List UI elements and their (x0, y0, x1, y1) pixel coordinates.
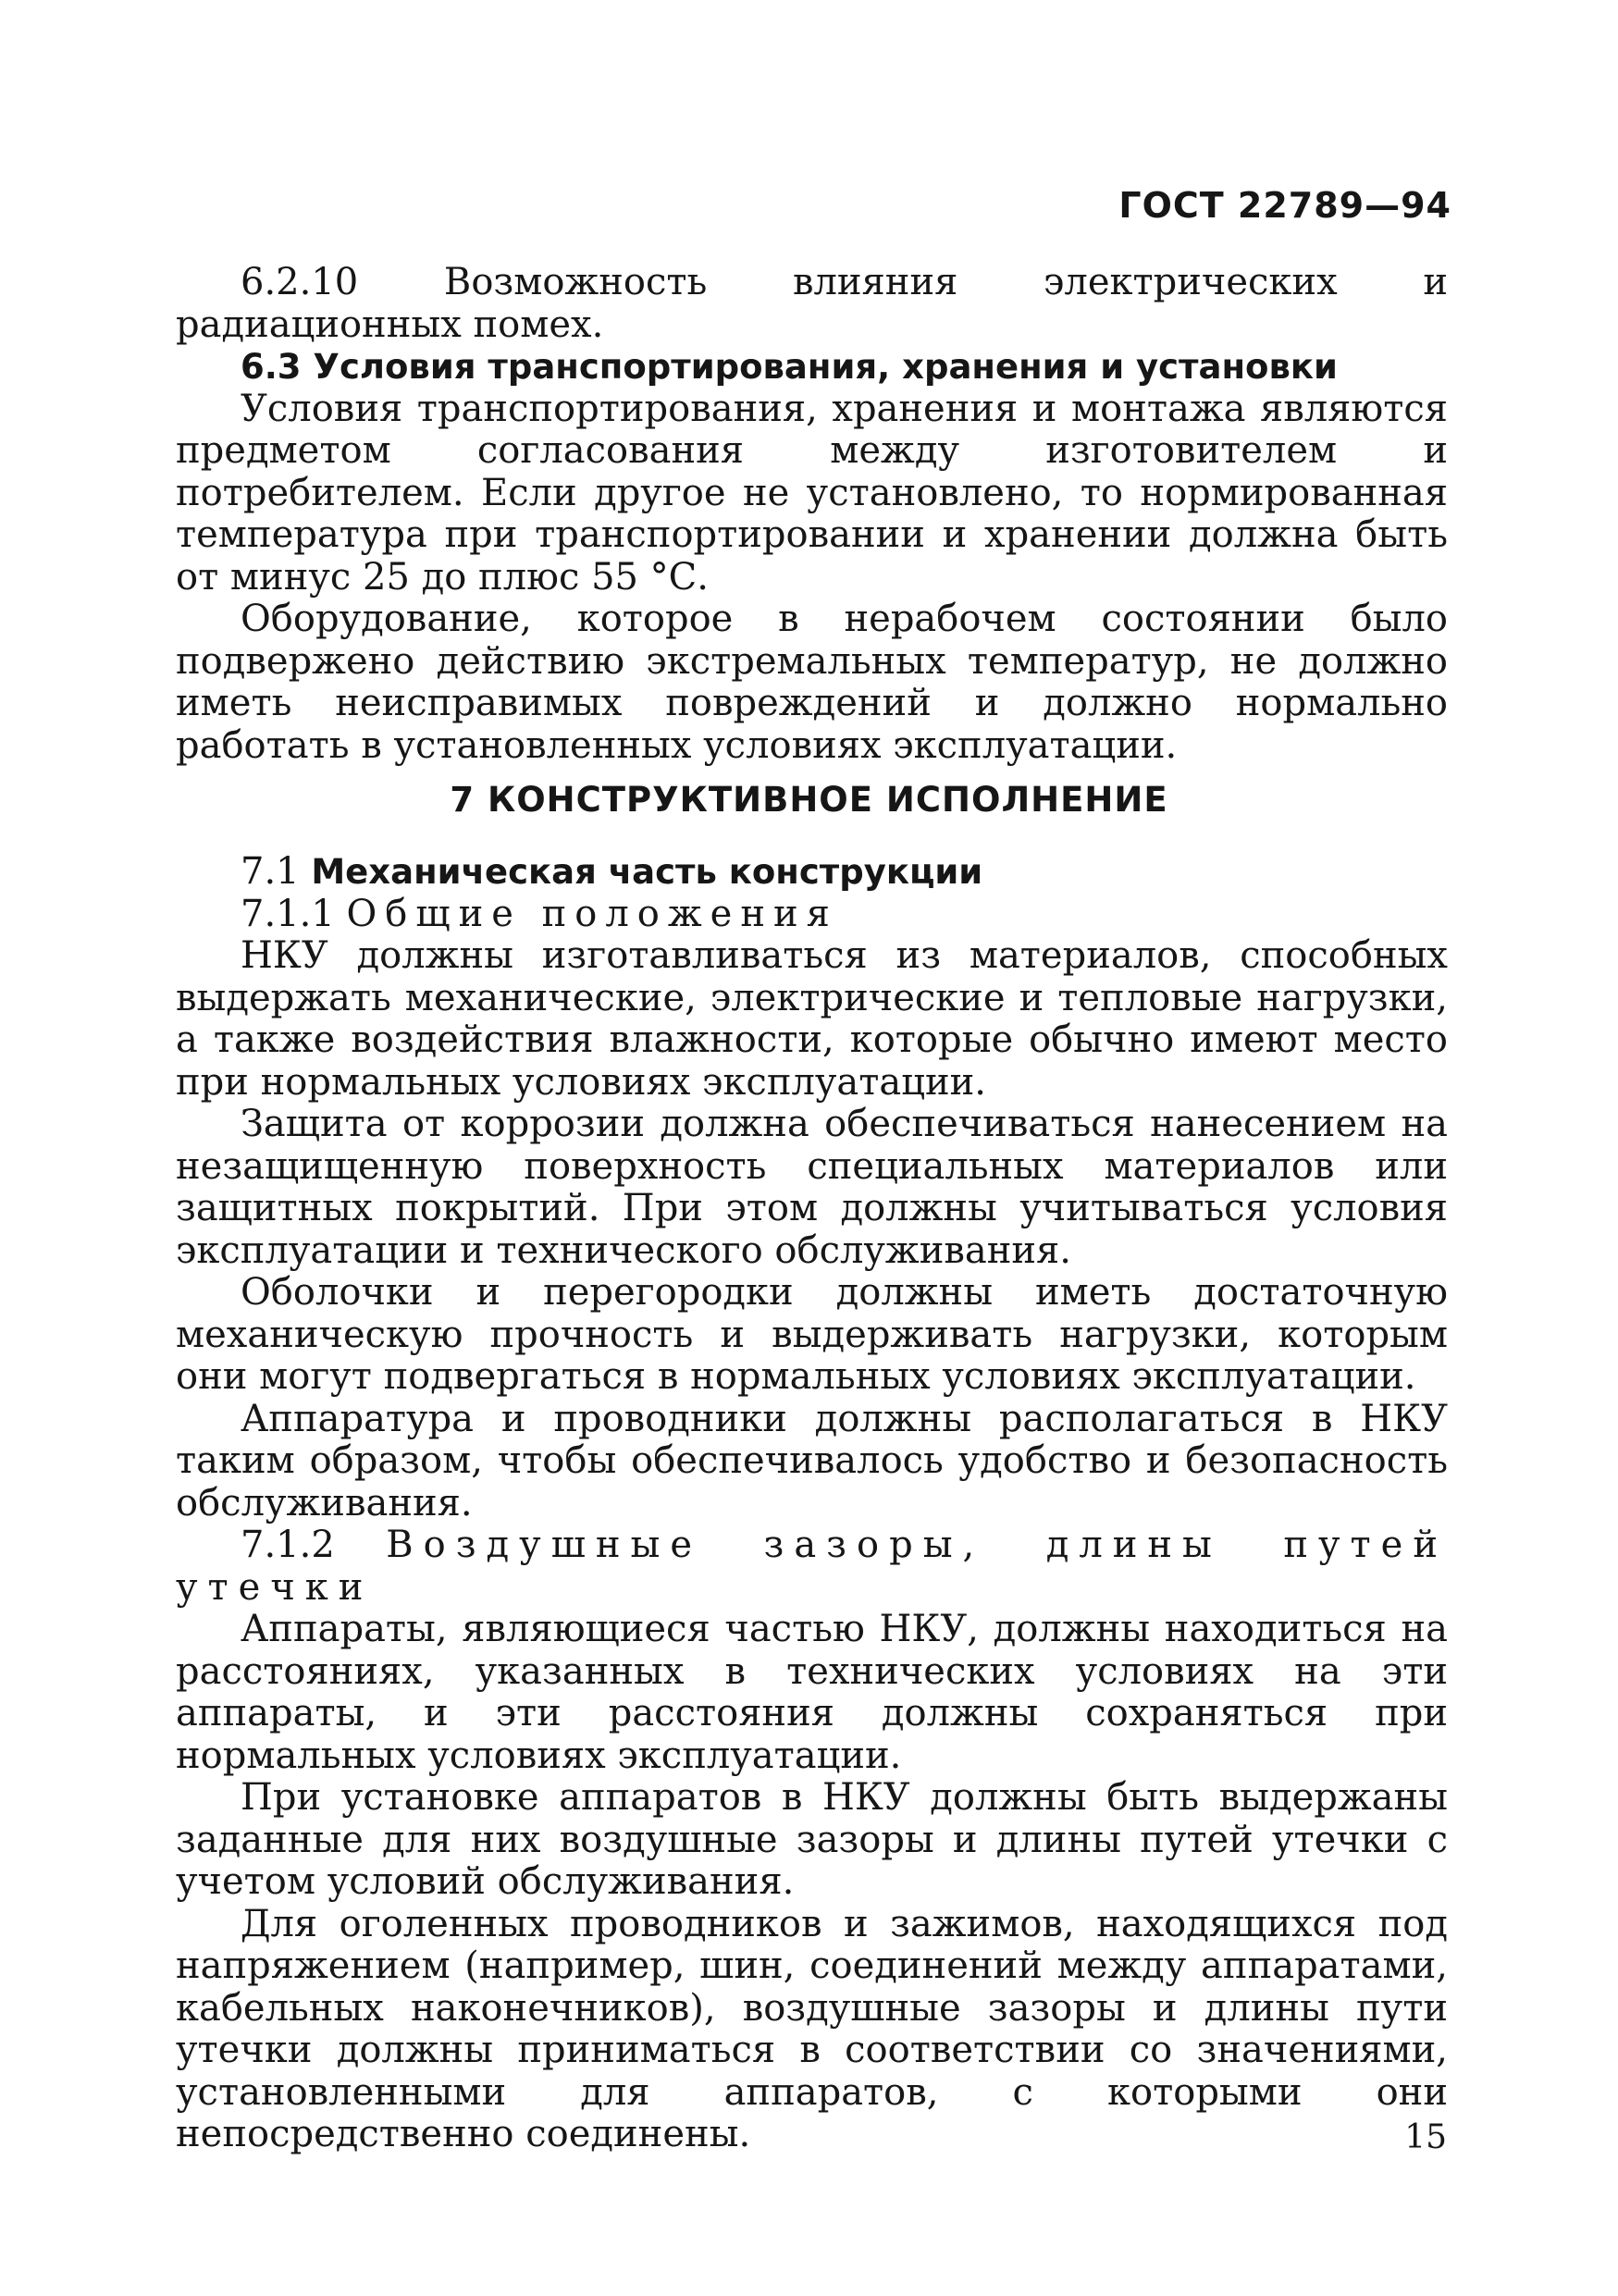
paragraph-7-1-1-materials: НКУ должны изготавливаться из материалов, способных выдержать механические, электрические и тепловые нагрузки, а также воздействия влажности, которые обычно имеют место при нормальных условиях эксплуатации. (176, 934, 1448, 1104)
section-7-title: 7 КОНСТРУКТИВНОЕ ИСПОЛНЕНИЕ (450, 780, 1168, 820)
section-6-text (176, 262, 1448, 767)
section-7-text (176, 851, 1448, 2156)
heading-6-3-text: 6.3 Условия транспортирования, хранения и установки (241, 347, 1338, 387)
heading-7-1-2-number: 7.1.2 (241, 1524, 335, 1566)
heading-7-1-1-text: Общие положения (346, 892, 838, 935)
page-number: 15 (1404, 2118, 1447, 2156)
heading-7-1-1-number: 7.1.1 (241, 892, 335, 935)
paragraph-6-2-10: 6.2.10 Возможность влияния электрических и радиационных помех. (176, 261, 1448, 346)
paragraph-7-1-1-enclosures: Оболочки и перегородки должны иметь достаточную механическую прочность и выдерживать нагрузки, которым они могут подвергаться в нормальных условиях эксплуатации. (176, 1271, 1448, 1398)
heading-7-1-number: 7.1 (241, 850, 300, 893)
paragraph-6-3-conditions: Условия транспортирования, хранения и монтажа являются предметом согласования между изготовителем и потребителем. Если другое не установлено, то нормированная температура при транспортировании и хранении должна быть от минус 25 до плюс 55 °С. (176, 387, 1448, 599)
paragraph-6-3-equipment: Оборудование, которое в нерабочем состоянии было подвержено действию экстремальных температур, не должно иметь неисправимых повреждений и должно нормально работать в установленных условиях эксплуатации. (176, 598, 1448, 767)
paragraph-7-1-1-equipment: Аппаратура и проводники должны располагаться в НКУ таким образом, чтобы обеспечивалось удобство и безопасность обслуживания. (176, 1397, 1448, 1524)
heading-7-1-text: Механическая часть конструкции (311, 852, 983, 892)
paragraph-7-1-2-installation: При установке аппаратов в НКУ должны быть выдержаны заданные для них воздушные зазоры и длины путей утечки с учетом условий обслуживания. (176, 1776, 1448, 1903)
heading-7-1 (176, 851, 1448, 894)
heading-7-1-2-text: Воздушные зазоры, длины путей утечки (176, 1524, 1449, 1609)
paragraph-7-1-2-bare-conductors: Для оголенных проводников и зажимов, находящихся под напряжением (например, шин, соединений между аппаратами, кабельных наконечников), воздушные зазоры и длины пути утечки должны приниматься в соответствии со значениями, установленными для аппаратов, с которыми они непосредственно соединены. (176, 1902, 1448, 2155)
document-code: ГОСТ 22789—94 (1118, 185, 1451, 226)
paragraph-7-1-2-distances: Аппараты, являющиеся частью НКУ, должны находиться на расстояниях, указанных в технических условиях на эти аппараты, и эти расстояния должны сохраняться при нормальных условиях эксплуатации. (176, 1608, 1448, 1777)
heading-7-1-1 (176, 894, 1448, 936)
heading-7-1-2 (176, 1524, 1448, 1609)
heading-6-3 (176, 346, 1448, 389)
paragraph-7-1-1-corrosion: Защита от коррозии должна обеспечиваться нанесением на незащищенную поверхность специальных материалов или защитных покрытий. При этом должны учитываться условия эксплуатации и технического обслуживания. (176, 1103, 1448, 1272)
